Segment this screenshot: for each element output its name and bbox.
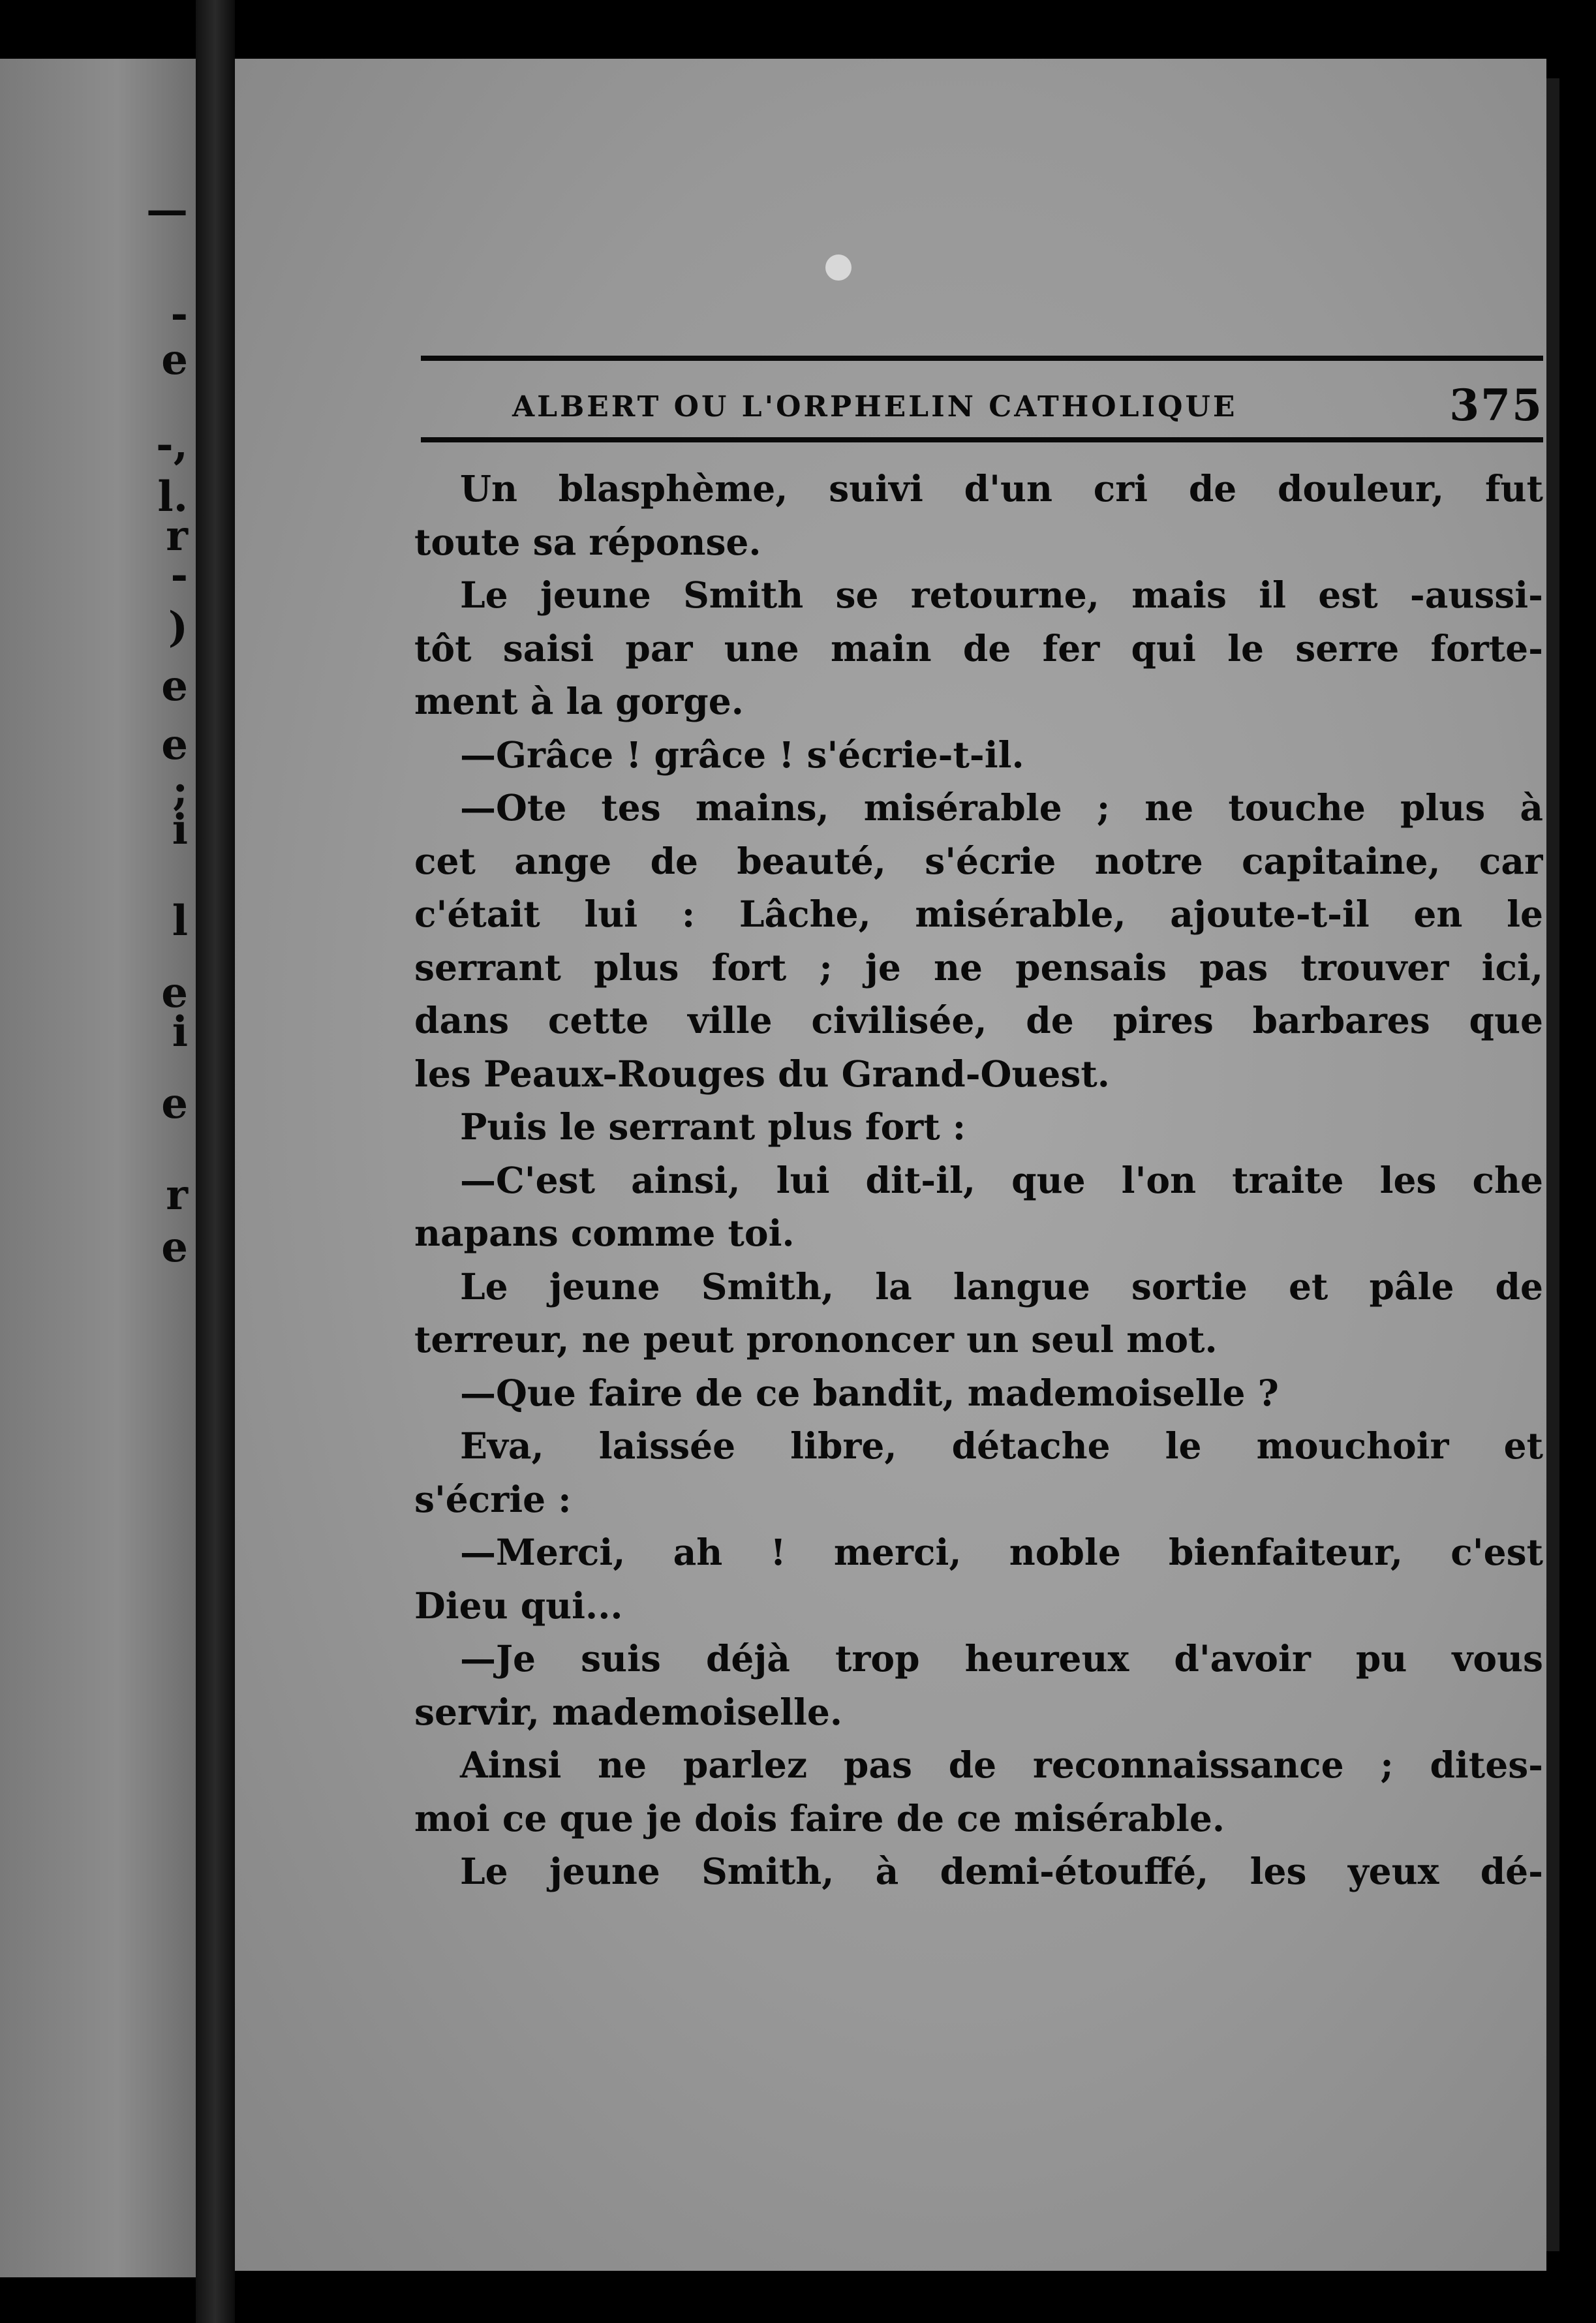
text-line: Puis le serrant plus fort : [460,1105,966,1148]
left-page-fragment: — [146,185,188,234]
text-line: —Je suis déjà trop heureux d'avoir pu vous [460,1637,1543,1680]
left-page-fragment: r [166,1171,188,1220]
page-number: 375 [1449,380,1543,431]
text-line: servir, mademoiselle. [414,1690,842,1733]
left-page-fragment: e [161,720,188,769]
text-line: dans cette ville civilisée, de pires barbares que [414,999,1543,1041]
running-title: ALBERT OU L'ORPHELIN CATHOLIQUE [512,390,1238,423]
left-page-fragment: l. [157,472,188,521]
text-line: —Ote tes mains, misérable ; ne touche plus à [460,786,1543,829]
left-page-fragment: e [161,335,188,384]
text-line: Le jeune Smith, à demi-étouffé, les yeux dé- [460,1850,1543,1892]
left-page-fragment: e [161,1079,188,1128]
header-rule-top [421,356,1543,361]
left-page-fragment: ) [168,603,188,652]
paper-spot [825,254,852,281]
text-line: Ainsi ne parlez pas de reconnaissance ; dites- [460,1744,1543,1786]
text-line: ment à la gorge. [414,680,744,722]
left-page-cropped [0,59,196,2277]
text-line: Dieu qui... [414,1584,623,1627]
text-line: —Que faire de ce bandit, mademoiselle ? [460,1371,1279,1414]
left-page-fragment: e [161,662,188,711]
book-page [235,59,1546,2271]
text-line: s'écrie : [414,1477,572,1520]
page-edge [1546,78,1559,2251]
text-line: toute sa réponse. [414,520,761,563]
text-line: Le jeune Smith, la langue sortie et pâle de [460,1265,1543,1308]
left-page-fragment: i [172,805,188,854]
running-head [421,378,1543,437]
text-line: c'était lui : Lâche, misérable, ajoute-t-il en le [414,893,1543,935]
text-line: —C'est ainsi, lui dit-il, que l'on traite les che [460,1158,1543,1201]
page-body-text [414,462,1543,1898]
text-line: —Grâce ! grâce ! s'écrie-t-il. [460,733,1024,776]
left-page-fragment: - [170,290,188,339]
text-line: Eva, laissée libre, détache le mouchoir et [460,1424,1543,1467]
left-page-fragment: i [172,1008,188,1056]
text-line: —Merci, ah ! merci, noble bienfaiteur, c'est [460,1531,1543,1573]
left-page-fragment: e [161,968,188,1017]
left-page-fragment: - [170,551,188,600]
text-line: tôt saisi par une main de fer qui le serre forte- [414,626,1543,669]
text-line: Le jeune Smith se retourne, mais il est -aussi- [460,574,1543,616]
text-line: Un blasphème, suivi d'un cri de douleur, fut [460,467,1543,510]
text-line: les Peaux-Rouges du Grand-Ouest. [414,1052,1110,1095]
header-rule-bottom [421,437,1543,442]
left-page-fragment: l [172,897,188,946]
text-line: napans comme toi. [414,1212,795,1254]
left-page-fragment: e [161,1223,188,1272]
text-line: terreur, ne peut prononcer un seul mot. [414,1318,1218,1361]
book-gutter [196,0,235,2323]
text-line: cet ange de beauté, s'écrie notre capitaine, car [414,839,1543,882]
left-page-fragment: r [166,512,188,561]
text-line: serrant plus fort ; je ne pensais pas trouver ici, [414,946,1543,989]
left-page-fragment: -, [156,420,188,469]
text-line: moi ce que je dois faire de ce misérable. [414,1796,1225,1839]
left-page-fragment: ; [172,766,188,815]
